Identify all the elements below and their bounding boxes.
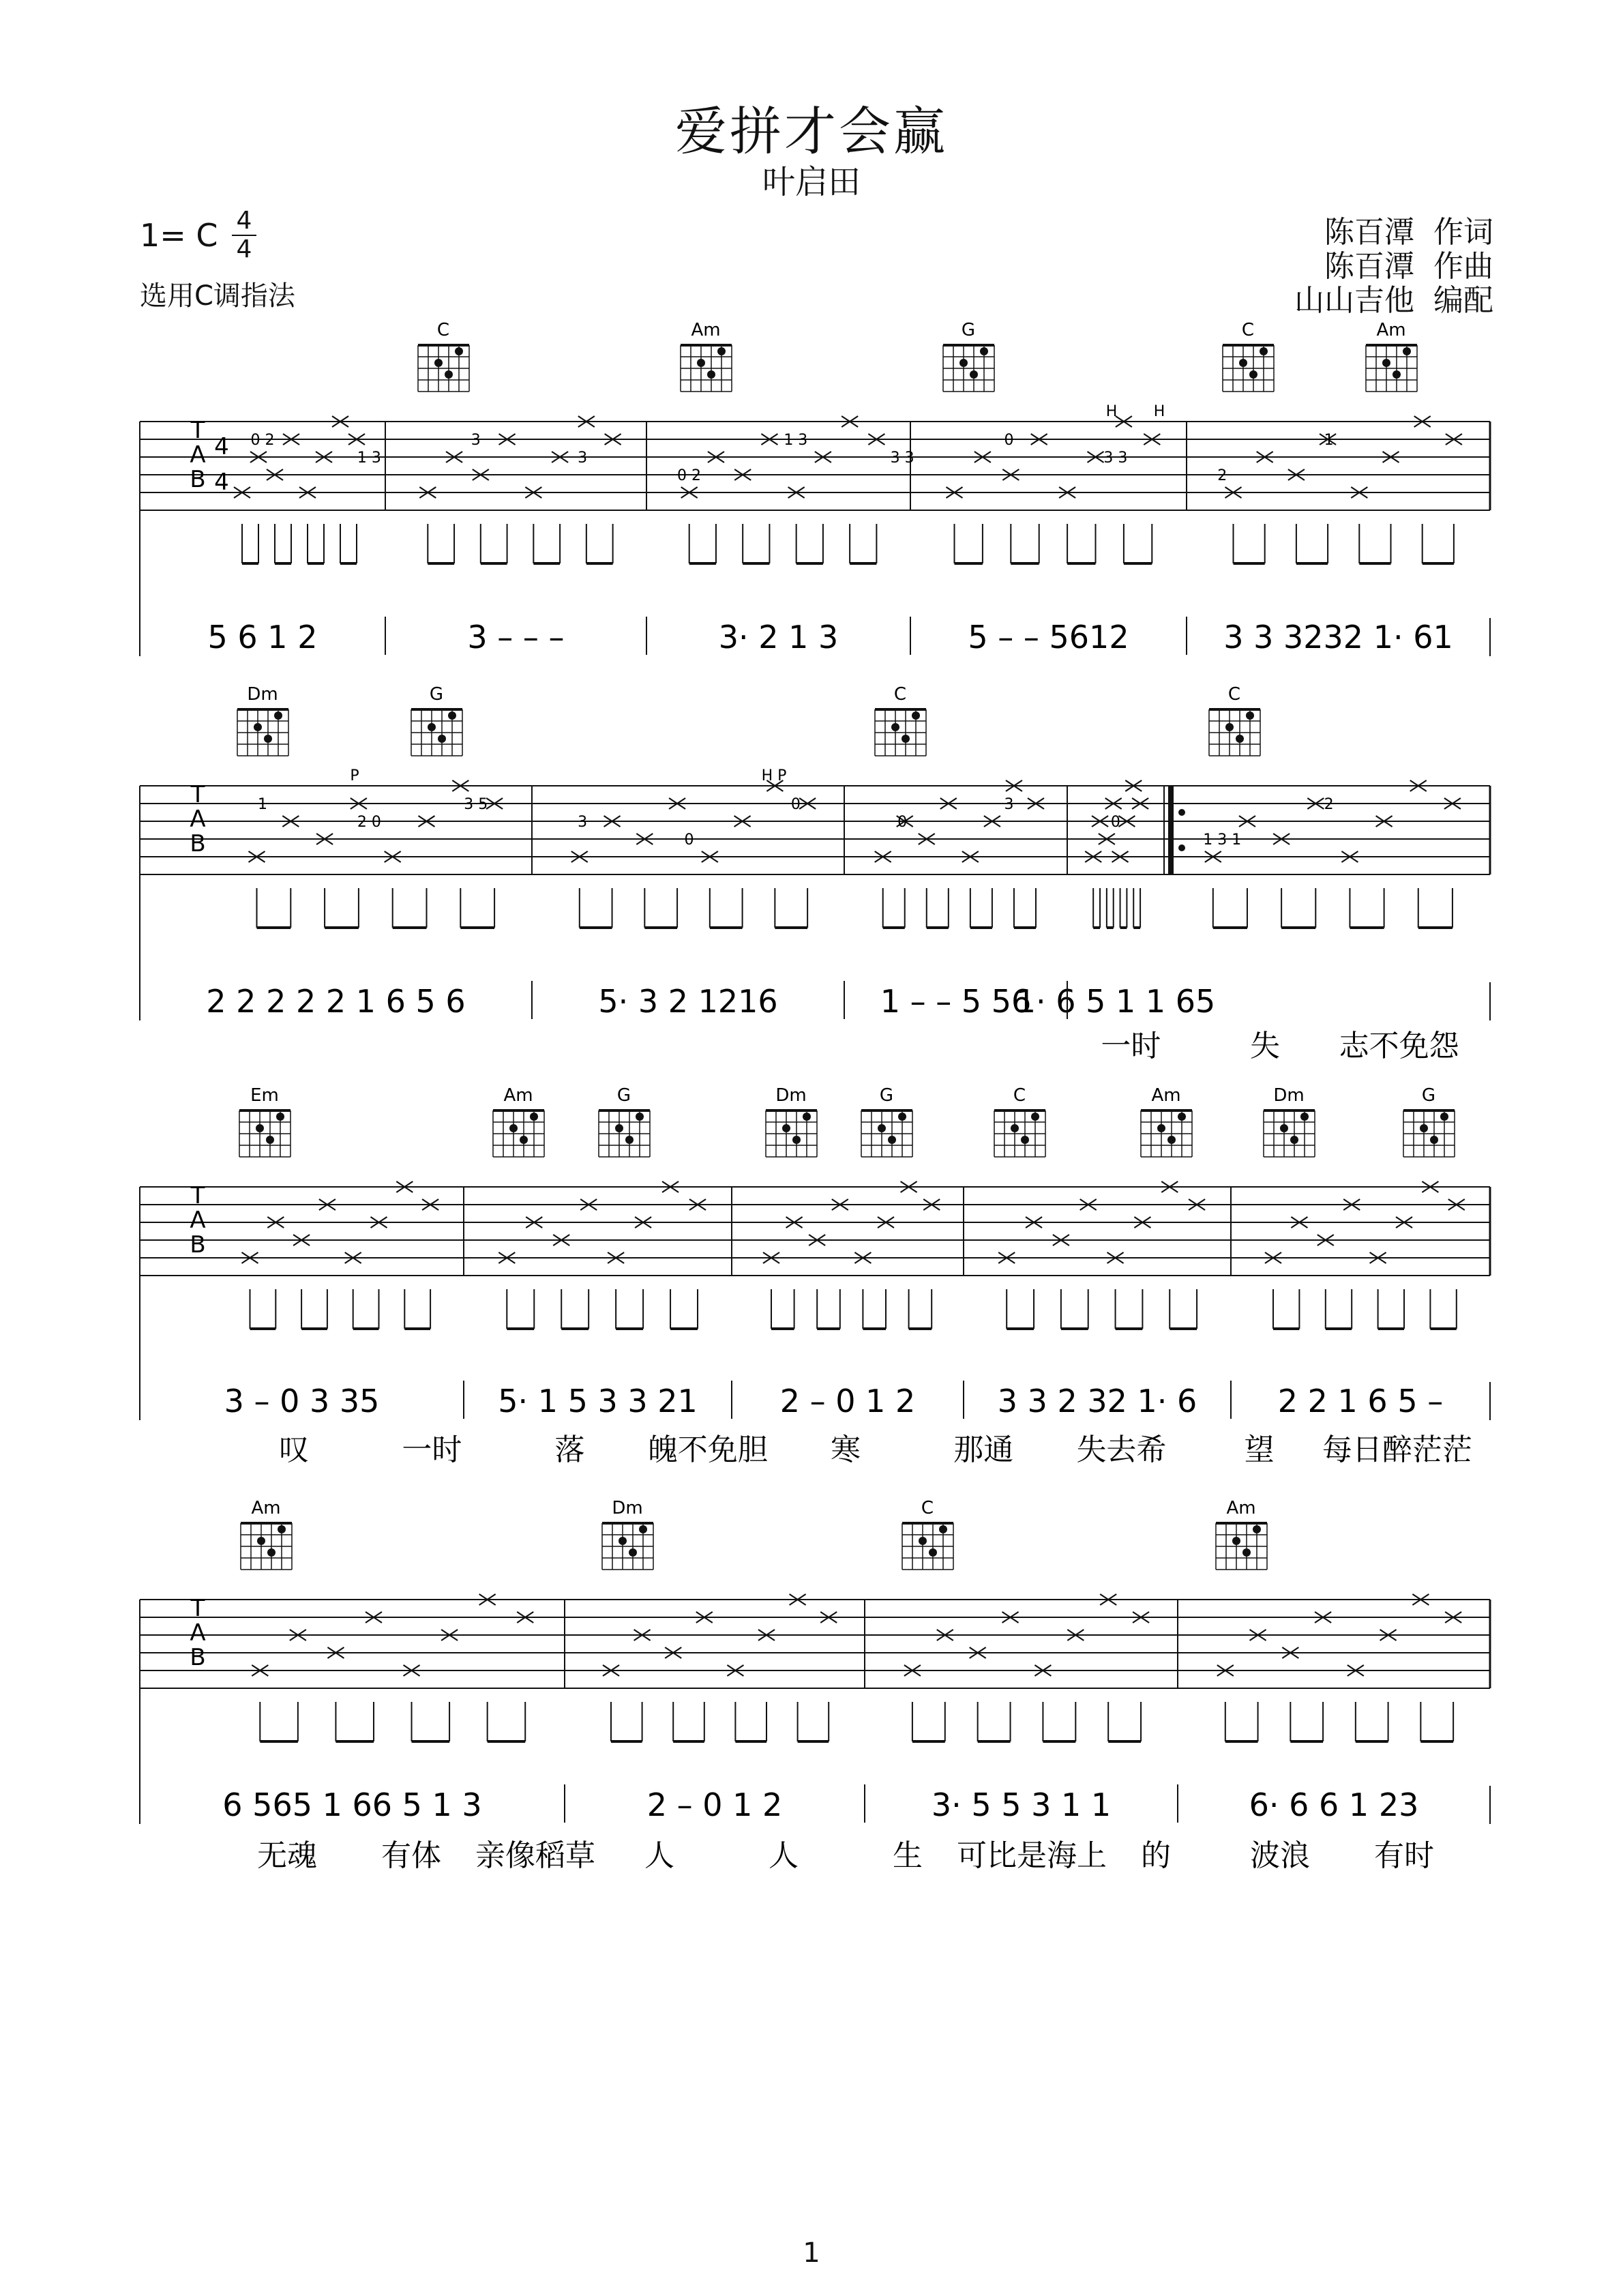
lyric-syllable: 魄不免胆	[647, 1432, 768, 1467]
chord-finger-dot	[434, 359, 443, 367]
lyric-syllable: 有时	[1374, 1838, 1434, 1873]
chord-name: Dm	[247, 684, 278, 705]
jianpu-measure: 3 – 0 3 35	[224, 1383, 380, 1419]
chord-finger-dot	[1031, 1113, 1039, 1121]
lyric-syllable: 叹	[279, 1432, 310, 1467]
chord-finger-dot	[274, 711, 282, 720]
tab-fret-number: 0 2	[250, 432, 275, 449]
chord-name: C	[921, 1498, 934, 1518]
lyric-syllable: 失去希	[1076, 1432, 1167, 1467]
jianpu-measure: 3 3 2 32 1· 6	[997, 1383, 1197, 1419]
tab-fret-number: 2 0	[357, 814, 381, 831]
chord-finger-dot	[520, 1136, 528, 1144]
tab-fret-number: 1	[1324, 432, 1334, 449]
lyric-syllable: 那通	[953, 1432, 1014, 1467]
chord-name: G	[961, 320, 976, 340]
tab-clef-letter: B	[190, 466, 206, 493]
time-signature-top: 4	[236, 207, 252, 235]
tab-fret-number: 3	[578, 814, 588, 831]
chord-finger-dot	[276, 1113, 284, 1121]
lyric-syllable: 有体	[381, 1838, 441, 1873]
chord-name: Dm	[775, 1085, 807, 1106]
chord-name: C	[1241, 320, 1255, 340]
technique-mark: H	[1105, 403, 1118, 420]
chord-name: Am	[1226, 1498, 1256, 1518]
tab-fret-number: 2	[1324, 796, 1334, 813]
chord-finger-dot	[891, 723, 899, 731]
chord-finger-dot	[615, 1124, 623, 1132]
jianpu-measure: 1· 6 5 1 1 65	[1015, 983, 1216, 1020]
chord-finger-dot	[1239, 359, 1247, 367]
chord-name: Am	[503, 1085, 533, 1106]
chord-finger-dot	[1253, 1525, 1261, 1533]
tab-time-top: 4	[214, 433, 229, 460]
time-signature-bottom: 4	[236, 235, 252, 263]
tab-fret-number: 2	[1217, 467, 1227, 484]
jianpu-measure: 2 – 0 1 2	[779, 1383, 916, 1419]
chord-finger-dot	[1232, 1537, 1240, 1545]
chord-finger-dot	[438, 735, 446, 743]
tab-fret-number: 0 2	[676, 467, 701, 484]
repeat-dot	[1178, 809, 1185, 816]
chord-name: Dm	[612, 1498, 643, 1518]
chord-finger-dot	[629, 1548, 637, 1557]
credit-arranger: 山山吉他 编配	[1294, 283, 1493, 318]
chord-name: G	[616, 1085, 631, 1106]
chord-finger-dot	[1225, 723, 1234, 731]
tab-fret-number: 0	[790, 796, 801, 813]
chord-finger-dot	[1382, 359, 1390, 367]
tab-fret-number: 3 5	[464, 796, 488, 813]
lyric-syllable: 的	[1141, 1838, 1171, 1873]
lyric-syllable: 生	[893, 1838, 923, 1873]
jianpu-measure: 6· 6 6 1 23	[1249, 1786, 1419, 1823]
chord-finger-dot	[1420, 1124, 1428, 1132]
jianpu-measure: 5 6 1 2	[207, 619, 318, 656]
chord-name: C	[893, 684, 907, 705]
song-title: 爱拼才会赢	[675, 101, 948, 162]
chord-finger-dot	[254, 723, 262, 731]
tab-fret-number: 0	[684, 831, 694, 849]
chord-finger-dot	[455, 347, 463, 355]
chord-finger-dot	[1300, 1113, 1309, 1121]
jianpu-measure: 5· 1 5 3 3 21	[498, 1383, 698, 1419]
chord-name: Am	[1376, 320, 1406, 340]
jianpu-measure: 6 565 1 66 5 1 3	[222, 1786, 482, 1823]
jianpu-measure: 5 – – 5612	[968, 619, 1129, 656]
chord-finger-dot	[792, 1136, 801, 1144]
chord-finger-dot	[1157, 1124, 1165, 1132]
tab-fret-number: 3 3	[890, 450, 914, 467]
lyric-syllable: 落	[554, 1432, 585, 1467]
capo-key-note: 选用C调指法	[140, 280, 295, 312]
tab-clef-letter: B	[190, 1231, 206, 1259]
chord-name: Em	[250, 1085, 279, 1106]
tab-clef-letter: T	[190, 417, 205, 444]
chord-finger-dot	[1011, 1124, 1019, 1132]
tab-fret-number: 0	[1110, 814, 1120, 831]
chord-finger-dot	[1178, 1113, 1186, 1121]
repeat-dot	[1178, 844, 1185, 851]
technique-mark: H P	[761, 767, 787, 784]
tab-fret-number: 0	[897, 814, 908, 831]
chord-finger-dot	[1246, 711, 1254, 720]
chord-finger-dot	[980, 347, 988, 355]
chord-finger-dot	[1280, 1124, 1288, 1132]
chord-finger-dot	[1242, 1548, 1251, 1557]
chord-finger-dot	[278, 1525, 286, 1533]
key-signature: 1= C	[140, 217, 218, 254]
jianpu-measure: 2 – 0 1 2	[646, 1786, 783, 1823]
chord-finger-dot	[257, 1537, 265, 1545]
jianpu-measure: 3· 2 1 3	[718, 619, 839, 656]
chord-name: Am	[251, 1498, 281, 1518]
tab-clef-letter: A	[190, 806, 206, 833]
chord-name: Am	[1151, 1085, 1181, 1106]
chord-finger-dot	[1021, 1136, 1029, 1144]
credit-lyricist: 陈百潭 作词	[1324, 215, 1493, 250]
chord-finger-dot	[898, 1113, 906, 1121]
lyric-syllable: 一时	[402, 1432, 462, 1467]
lyric-syllable: 无魂	[257, 1838, 317, 1873]
chord-finger-dot	[448, 711, 456, 720]
chord-finger-dot	[939, 1525, 947, 1533]
chord-name: Dm	[1273, 1085, 1305, 1106]
tab-fret-number: 0	[1004, 432, 1014, 449]
lyric-syllable: 波浪	[1250, 1838, 1310, 1873]
chord-finger-dot	[1403, 347, 1411, 355]
chord-finger-dot	[636, 1113, 644, 1121]
lyric-syllable: 人	[769, 1838, 799, 1873]
lyric-syllable: 望	[1244, 1432, 1275, 1467]
lyric-syllable: 寒	[831, 1432, 861, 1467]
tab-fret-number: 3	[471, 432, 481, 449]
chord-finger-dot	[639, 1525, 647, 1533]
chord-finger-dot	[959, 359, 968, 367]
chord-finger-dot	[1430, 1136, 1438, 1144]
chord-finger-dot	[803, 1113, 811, 1121]
chord-finger-dot	[888, 1136, 896, 1144]
chord-finger-dot	[1290, 1136, 1298, 1144]
lyric-syllable: 可比是海上	[957, 1838, 1107, 1873]
tab-clef-letter: T	[190, 1182, 205, 1209]
artist-name: 叶启田	[762, 163, 861, 201]
chord-finger-dot	[1236, 735, 1244, 743]
tab-time-bottom: 4	[214, 469, 229, 496]
lyric-syllable: 一时	[1101, 1029, 1161, 1063]
technique-mark: P	[350, 767, 359, 784]
chord-finger-dot	[445, 370, 453, 379]
chord-finger-dot	[919, 1537, 927, 1545]
chord-finger-dot	[970, 370, 978, 379]
credit-composer: 陈百潭 作曲	[1324, 249, 1493, 284]
chord-finger-dot	[717, 347, 726, 355]
chord-finger-dot	[1440, 1113, 1448, 1121]
lyric-syllable: 亲像稻草	[475, 1838, 595, 1873]
jianpu-measure: 2 2 2 2 2 1 6 5 6	[206, 983, 466, 1020]
chord-finger-dot	[878, 1124, 886, 1132]
chord-finger-dot	[428, 723, 436, 731]
chord-name: C	[1227, 684, 1241, 705]
tab-fret-number: 3 3	[1103, 450, 1128, 467]
jianpu-measure: 3· 5 5 3 1 1	[931, 1786, 1112, 1823]
tab-clef-letter: T	[190, 1595, 205, 1622]
chord-finger-dot	[929, 1548, 937, 1557]
tab-fret-number: 1 3 1	[1203, 831, 1242, 849]
chord-name: G	[879, 1085, 894, 1106]
chord-finger-dot	[1249, 370, 1257, 379]
chord-finger-dot	[782, 1124, 790, 1132]
chord-name: C	[1013, 1085, 1026, 1106]
chord-finger-dot	[912, 711, 920, 720]
jianpu-measure: 5· 3 2 1216	[598, 983, 778, 1020]
jianpu-measure: 2 2 1 6 5 –	[1277, 1383, 1444, 1419]
chord-finger-dot	[619, 1537, 627, 1545]
jianpu-measure: 3 – – –	[467, 619, 565, 656]
chord-name: Am	[691, 320, 721, 340]
page-number: 1	[803, 2237, 820, 2269]
jianpu-measure: 1 – – 5 56	[880, 983, 1032, 1020]
tab-clef-letter: B	[190, 1644, 206, 1671]
chord-finger-dot	[256, 1124, 264, 1132]
tab-clef-letter: A	[190, 441, 206, 469]
tab-clef-letter: T	[190, 781, 205, 808]
technique-mark: H	[1153, 403, 1165, 420]
tab-fret-number: 1 3	[357, 450, 381, 467]
tab-fret-number: 1	[258, 796, 267, 813]
lyric-syllable: 志不免怨	[1339, 1029, 1459, 1063]
chord-finger-dot	[697, 359, 705, 367]
chord-name: G	[429, 684, 444, 705]
chord-finger-dot	[267, 1548, 276, 1557]
tab-clef-letter: B	[190, 830, 206, 857]
tab-clef-letter: A	[190, 1207, 206, 1234]
jianpu-measure: 3 3 3232 1· 61	[1223, 619, 1453, 656]
lyric-syllable: 人	[644, 1838, 674, 1873]
tab-fret-number: 1 3	[784, 432, 808, 449]
chord-finger-dot	[1393, 370, 1401, 379]
chord-finger-dot	[1260, 347, 1268, 355]
lyric-syllable: 每日醉茫茫	[1322, 1432, 1472, 1467]
chord-finger-dot	[1167, 1136, 1176, 1144]
lyric-syllable: 失	[1250, 1029, 1280, 1063]
tab-fret-number: 3	[578, 450, 588, 467]
chord-name: G	[1421, 1085, 1436, 1106]
chord-finger-dot	[707, 370, 715, 379]
chord-finger-dot	[509, 1124, 518, 1132]
chord-finger-dot	[625, 1136, 634, 1144]
chord-finger-dot	[902, 735, 910, 743]
chord-name: C	[436, 320, 450, 340]
chord-finger-dot	[264, 735, 272, 743]
tab-fret-number: 3	[1004, 796, 1014, 813]
tab-clef-letter: A	[190, 1619, 206, 1647]
chord-finger-dot	[266, 1136, 274, 1144]
chord-finger-dot	[530, 1113, 538, 1121]
